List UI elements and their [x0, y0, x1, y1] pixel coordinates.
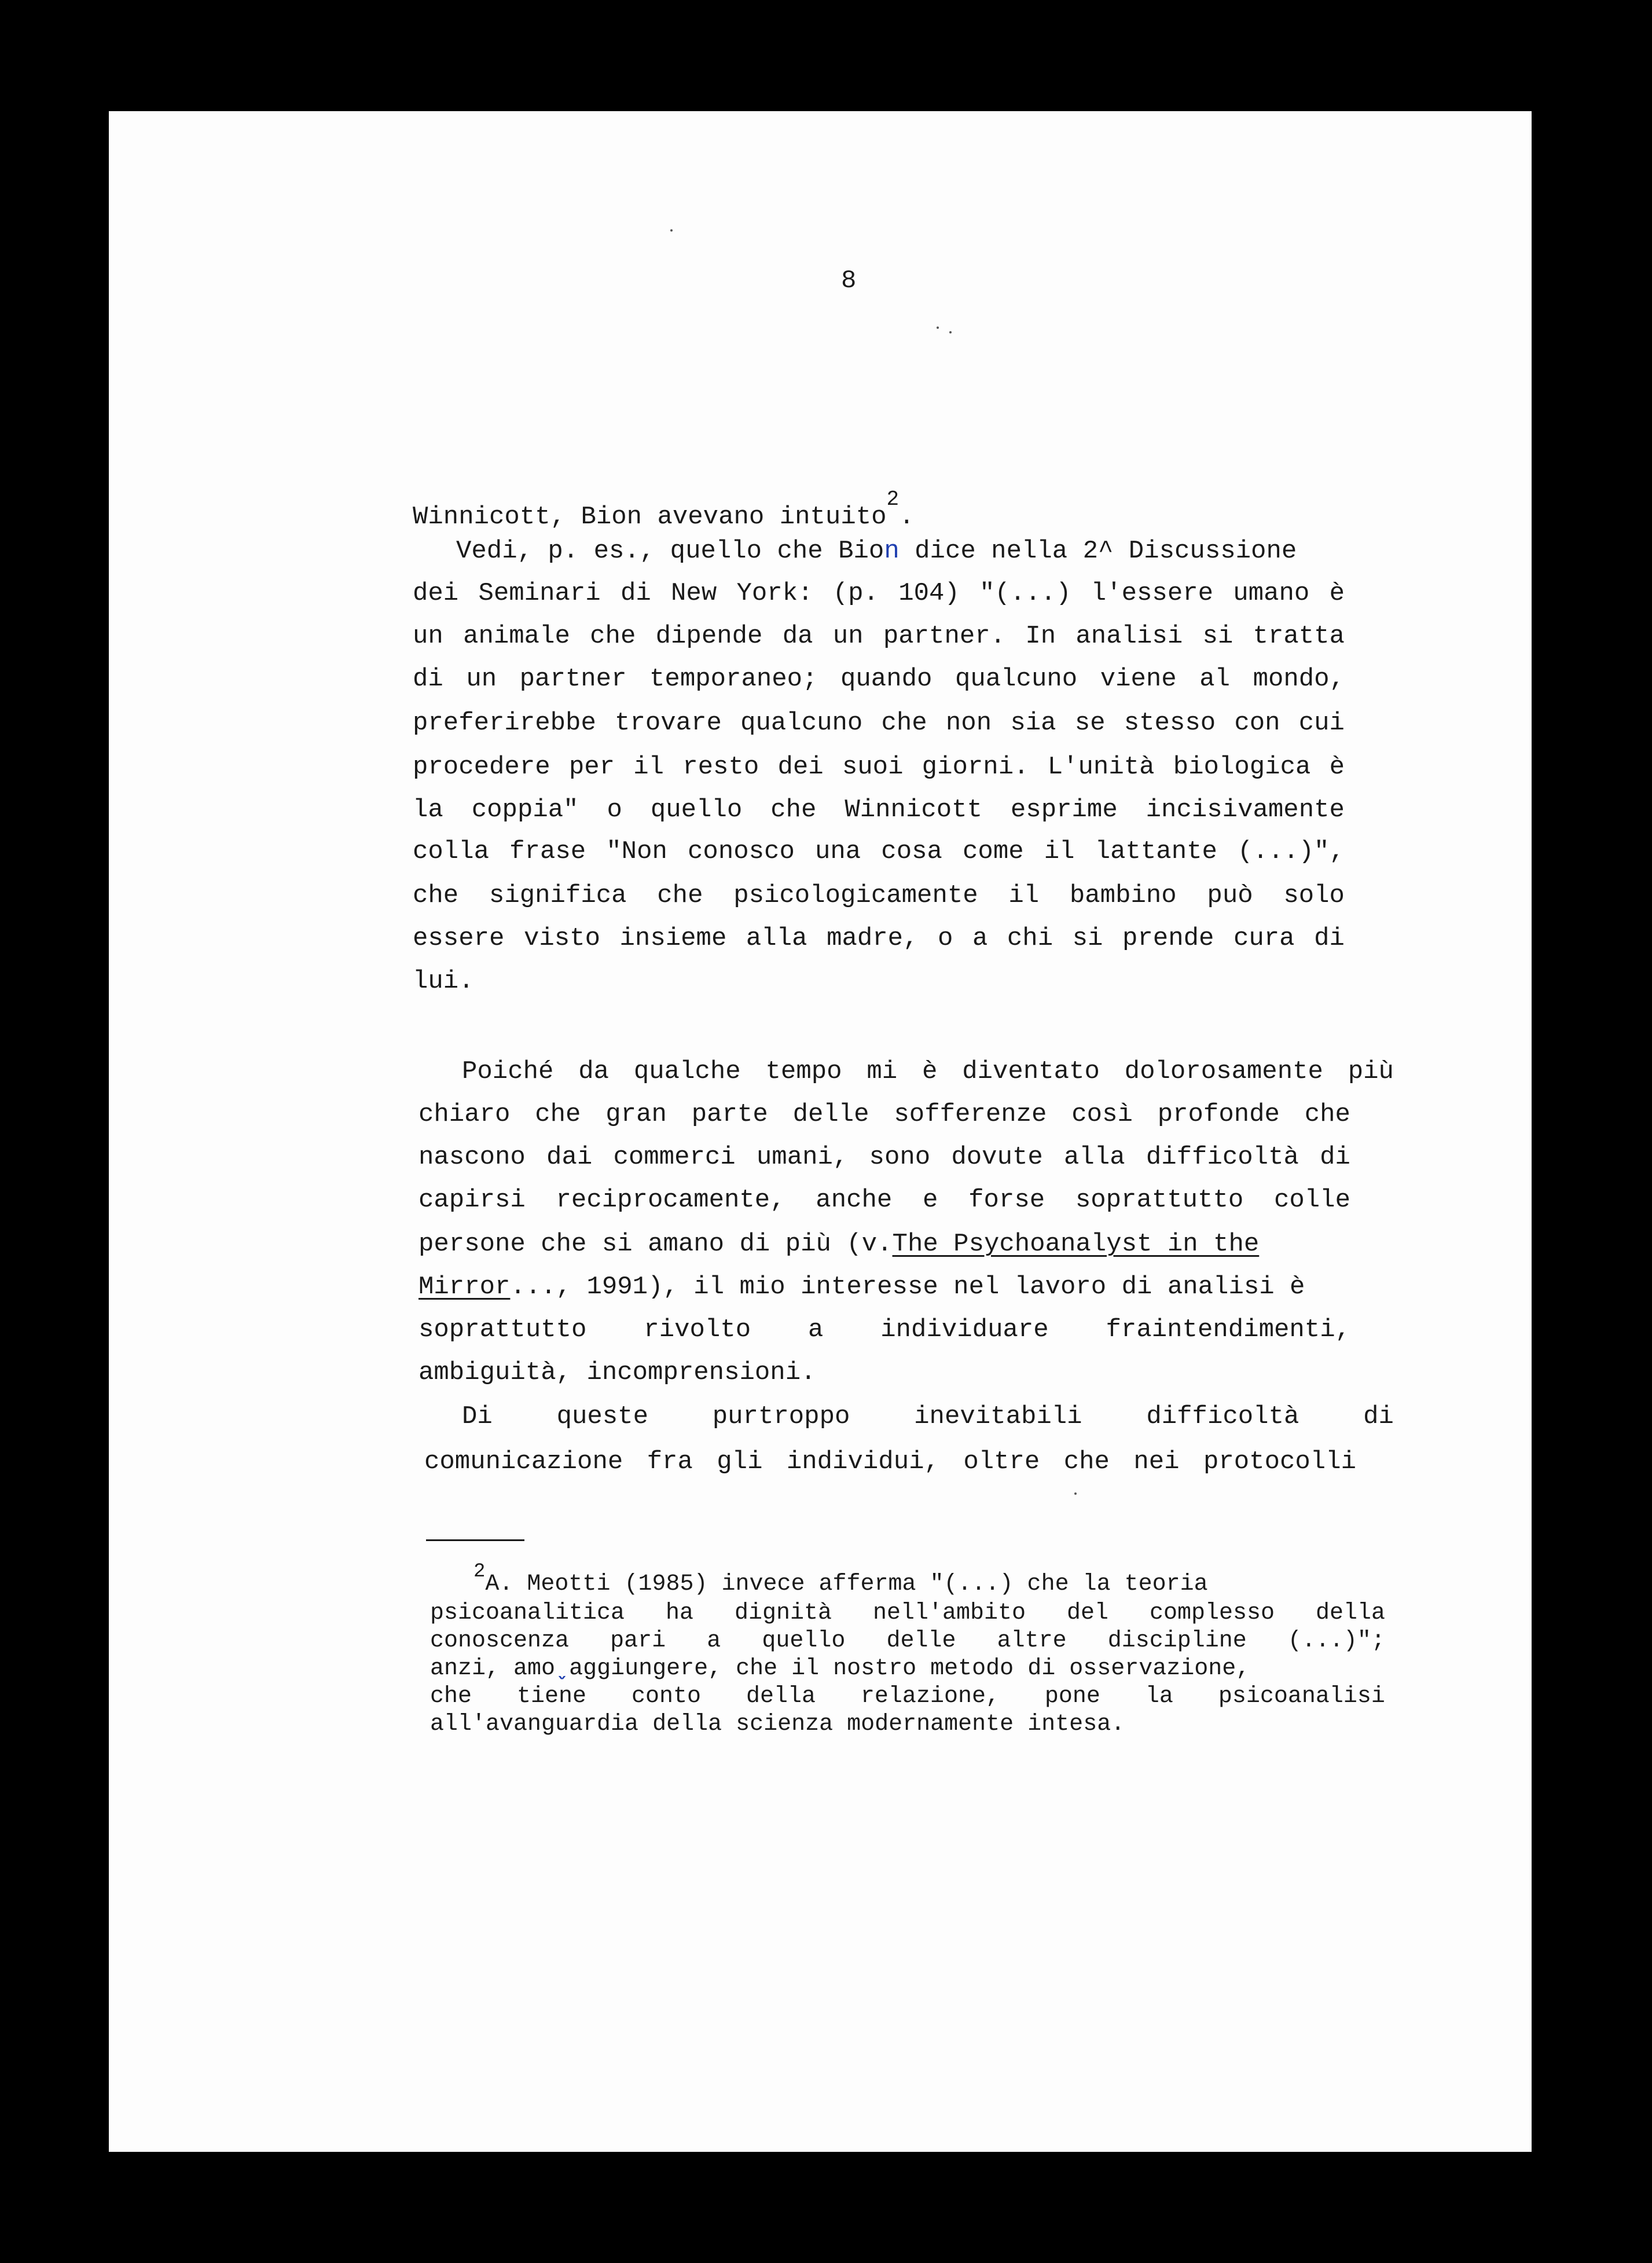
word: della [652, 1711, 722, 1737]
body-line [413, 967, 474, 996]
body-line [413, 753, 1345, 782]
word: oltre [963, 1447, 1040, 1476]
word: chiaro [418, 1100, 511, 1129]
word: colle [1273, 1186, 1350, 1215]
word: individui, [786, 1447, 939, 1476]
word: quello [762, 1628, 846, 1654]
word: modernamente [847, 1711, 1014, 1737]
word: frase [509, 837, 586, 866]
word: (...)", [1238, 837, 1345, 866]
word: conoscenza [430, 1628, 570, 1654]
word: Poiché [462, 1057, 554, 1086]
word: New [671, 579, 717, 608]
handwritten-correction: ˬ [555, 1656, 570, 1682]
word: come [963, 837, 1024, 866]
word: di [620, 579, 651, 608]
word: prende [1122, 924, 1214, 953]
word: della [1315, 1600, 1385, 1626]
word: significa [489, 881, 627, 910]
footnote-line [473, 1561, 1208, 1597]
word: animale [463, 622, 570, 651]
word: madre, [827, 924, 919, 953]
word: comunicazione [424, 1447, 623, 1476]
word: giorni. [922, 753, 1029, 782]
word: a [707, 1628, 721, 1654]
text-run: persone che si amano di più (v. [418, 1230, 893, 1259]
word: tiene [516, 1684, 586, 1710]
word: che [657, 881, 703, 910]
body-line [462, 1402, 1394, 1431]
word: un [466, 665, 497, 694]
word: alla [1064, 1143, 1125, 1172]
word: si [1072, 924, 1103, 953]
word: relazione, [860, 1684, 1000, 1710]
scan-speck [937, 327, 939, 329]
word: o [938, 924, 953, 953]
footnote-ref: 2 [886, 487, 900, 511]
word: viene [1100, 665, 1177, 694]
word: esprime [1010, 795, 1118, 824]
word: nei [1133, 1447, 1180, 1476]
word: cui [1298, 709, 1345, 738]
word: e [923, 1186, 938, 1215]
text-run: aggiungere, che il nostro metodo di osservazione, [569, 1656, 1250, 1682]
word: diventato [962, 1057, 1100, 1086]
word: la [1145, 1684, 1173, 1710]
word: umani, [756, 1143, 849, 1172]
word: anche [816, 1186, 893, 1215]
word: mi [867, 1057, 898, 1086]
word: altre [997, 1628, 1067, 1654]
word: si [1202, 622, 1234, 651]
word: forse [968, 1186, 1045, 1215]
word: a [972, 924, 988, 953]
word: quando [840, 665, 933, 694]
body-line [413, 837, 1345, 866]
word: Di [462, 1402, 493, 1431]
footnote-separator [426, 1539, 524, 1541]
word: lattante [1095, 837, 1217, 866]
word: qualcuno [955, 665, 1078, 694]
scan-speck [1074, 1492, 1077, 1495]
word: un [413, 622, 443, 651]
word: nascono [418, 1143, 526, 1172]
body-line [462, 1057, 1394, 1086]
word: bambino [1069, 881, 1177, 910]
word: incomprensioni. [586, 1358, 816, 1387]
word: nell'ambito [872, 1600, 1026, 1626]
word: che [881, 709, 927, 738]
body-line [413, 795, 1345, 824]
word: qualche [633, 1057, 741, 1086]
word: insieme [619, 924, 727, 953]
body-line [413, 487, 915, 531]
scan-speck [670, 229, 673, 232]
word: alla [746, 924, 807, 953]
footnote-line [430, 1684, 1385, 1710]
word: che [413, 881, 459, 910]
word: lui. [413, 967, 474, 996]
body-line [413, 881, 1345, 910]
body-line [418, 1186, 1350, 1215]
word: la [413, 795, 443, 824]
body-line [418, 1230, 1259, 1259]
word: sofferenze [894, 1100, 1047, 1129]
word: così [1071, 1100, 1133, 1129]
word: ha [666, 1600, 694, 1626]
book-title: The Psychoanalyst in the [892, 1230, 1260, 1259]
word: che [535, 1100, 581, 1129]
footnote-line [430, 1600, 1385, 1626]
word: da [578, 1057, 610, 1086]
word: mondo, [1253, 665, 1345, 694]
word: una [814, 837, 861, 866]
word: sia [1010, 709, 1056, 738]
word: Winnicott [845, 795, 982, 824]
word: fra [647, 1447, 693, 1476]
word: a [807, 1315, 824, 1344]
word: resto [682, 753, 759, 782]
word: dei [413, 579, 459, 608]
word: capirsi [418, 1186, 526, 1215]
word: di [413, 665, 443, 694]
word: dai [546, 1143, 593, 1172]
word: coppia" [471, 795, 579, 824]
word: tratta [1253, 622, 1345, 651]
body-line [418, 1100, 1350, 1129]
word: o [607, 795, 622, 824]
body-line [413, 622, 1345, 651]
word: In [1025, 622, 1056, 651]
word: reciprocamente, [556, 1186, 785, 1215]
word: più [1348, 1057, 1394, 1086]
text-run: Winnicott, Bion avevano intuito [413, 503, 887, 531]
word: dovute [951, 1143, 1043, 1172]
word: queste [556, 1402, 648, 1431]
scan-speck [949, 331, 952, 333]
word: dei [777, 753, 824, 782]
word: gran [605, 1100, 667, 1129]
body-line [424, 1447, 1356, 1476]
word: il [633, 753, 665, 782]
word: sono [869, 1143, 931, 1172]
word: dolorosamente [1124, 1057, 1323, 1086]
word: "(...) [979, 579, 1071, 608]
word: procedere [413, 753, 550, 782]
word: che [1063, 1447, 1110, 1476]
body-line [418, 1315, 1350, 1344]
word: al [1199, 665, 1231, 694]
word: intesa. [1027, 1711, 1125, 1737]
word: soprattutto [1075, 1186, 1244, 1215]
footnote-line [430, 1628, 1385, 1654]
word: inevitabili [914, 1402, 1082, 1431]
word: (p. [832, 579, 879, 608]
footnote-line [430, 1711, 1125, 1737]
word: difficoltà [1146, 1143, 1299, 1172]
word: qualcuno [740, 709, 863, 738]
text-run: ..., 1991), il mio interesse nel lavoro di analisi è [510, 1272, 1305, 1301]
text-run: dice nella 2^ Discussione [899, 537, 1297, 566]
handwritten-correction: n [884, 537, 900, 566]
document-page [109, 111, 1532, 2152]
word: profonde [1157, 1100, 1280, 1129]
footnote-marker: 2 [473, 1561, 486, 1583]
word: cosa [881, 837, 942, 866]
word: fraintendimenti, [1106, 1315, 1350, 1344]
word: dignità [734, 1600, 832, 1626]
word: soprattutto [418, 1315, 587, 1344]
word: partner [519, 665, 627, 694]
body-line [413, 924, 1345, 953]
word: che [770, 795, 817, 824]
word: che [1304, 1100, 1350, 1129]
word: può [1207, 881, 1253, 910]
word: pari [610, 1628, 666, 1654]
body-line [418, 1272, 1305, 1301]
word: è [1329, 579, 1345, 608]
word: rivolto [644, 1315, 751, 1344]
body-line [413, 665, 1345, 694]
word: parte [691, 1100, 768, 1129]
word: psicologicamente [733, 881, 978, 910]
word: trovare [615, 709, 722, 738]
word: pone [1044, 1684, 1100, 1710]
word: è [1329, 753, 1345, 782]
word: suoi [842, 753, 904, 782]
body-line [413, 579, 1345, 608]
word: L'unità [1047, 753, 1155, 782]
word: all'avanguardia [430, 1711, 639, 1737]
word: di [1314, 924, 1345, 953]
word: 104) [898, 579, 960, 608]
word: Seminari [478, 579, 601, 608]
book-title: Mirror [418, 1272, 511, 1301]
word: analisi [1075, 622, 1183, 651]
word: temporaneo; [649, 665, 818, 694]
word: della [746, 1684, 816, 1710]
word: "Non [606, 837, 667, 866]
word: essere [413, 924, 505, 953]
body-line [456, 537, 1388, 566]
word: delle [792, 1100, 869, 1129]
footnote-line [430, 1656, 1250, 1682]
word: da [782, 622, 813, 651]
word: l'essere [1091, 579, 1214, 608]
word: gli [717, 1447, 763, 1476]
word: conto [631, 1684, 701, 1710]
text-run: A. Meotti (1985) invece afferma "(...) che la teoria [485, 1571, 1208, 1597]
word: umano [1233, 579, 1310, 608]
word: cura [1233, 924, 1295, 953]
word: commerci [613, 1143, 736, 1172]
word: psicoanalitica [430, 1600, 625, 1626]
word: complesso [1149, 1600, 1275, 1626]
word: chi [1007, 924, 1053, 953]
word: con [1234, 709, 1280, 738]
word: ambiguità, [418, 1358, 572, 1387]
word: (...)"; [1287, 1628, 1385, 1654]
text-run: Vedi, p. es., quello che Bio [456, 537, 884, 566]
word: che [430, 1684, 472, 1710]
text-run: . [899, 503, 915, 531]
word: non [945, 709, 992, 738]
word: partner. [883, 622, 1006, 651]
word: il [1044, 837, 1075, 866]
word: tempo [765, 1057, 842, 1086]
word: il [1008, 881, 1040, 910]
word: psicoanalisi [1218, 1684, 1385, 1710]
word: York: [736, 579, 813, 608]
word: per [568, 753, 615, 782]
word: se [1074, 709, 1106, 738]
body-line [418, 1143, 1350, 1172]
text-run: anzi, amo [430, 1656, 556, 1682]
body-line [418, 1358, 816, 1387]
word: colla [413, 837, 490, 866]
word: quello [650, 795, 743, 824]
word: di [1320, 1143, 1350, 1172]
word: di [1363, 1402, 1394, 1431]
word: visto [523, 924, 600, 953]
word: discipline [1107, 1628, 1247, 1654]
word: del [1066, 1600, 1108, 1626]
word: conosco [688, 837, 795, 866]
word: difficoltà [1146, 1402, 1299, 1431]
word: stesso [1124, 709, 1216, 738]
word: dipende [655, 622, 763, 651]
word: purtroppo [712, 1402, 850, 1431]
word: biologica [1173, 753, 1311, 782]
body-line [413, 709, 1345, 738]
word: scienza [736, 1711, 834, 1737]
word: un [832, 622, 864, 651]
word: delle [886, 1628, 956, 1654]
word: solo [1283, 881, 1345, 910]
word: preferirebbe [413, 709, 596, 738]
word: individuare [880, 1315, 1049, 1344]
page-number: 8 [841, 266, 857, 295]
word: è [922, 1057, 938, 1086]
word: incisivamente [1146, 795, 1345, 824]
word: che [590, 622, 636, 651]
word: protocolli [1203, 1447, 1356, 1476]
